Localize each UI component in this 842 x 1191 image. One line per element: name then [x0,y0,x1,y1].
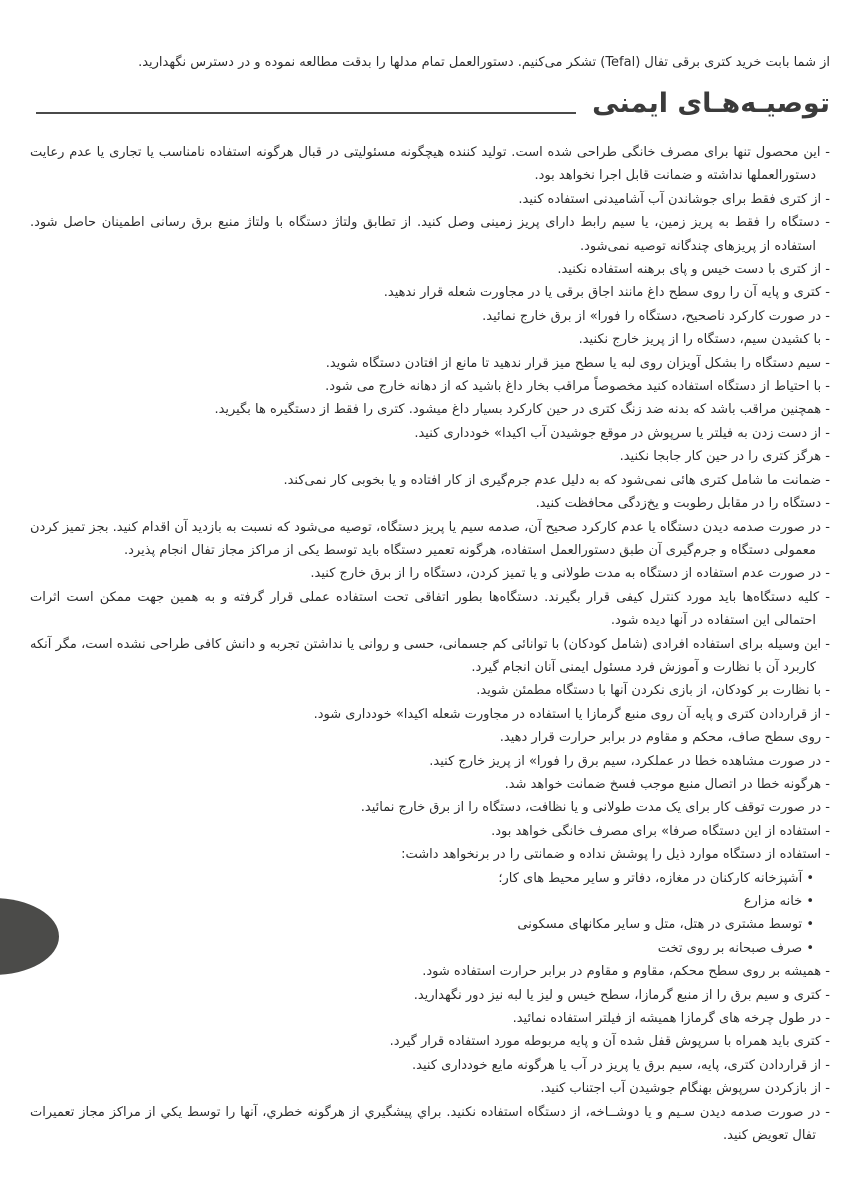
bullet-marker: - [825,215,830,231]
instruction-text: روی سطح صاف، محکم و مقاوم در برابر حرارت قرار دهید. [499,730,822,746]
safety-instruction-item [30,1030,830,1053]
safety-instruction-item [30,352,830,375]
safety-instruction-item [30,1054,830,1077]
safety-instruction-item [30,328,830,351]
bullet-marker: • [806,894,814,909]
bullet-marker: • [806,870,814,886]
instruction-text: از قراردادن کتری، پایه، سیم برق یا پریز در آب یا هرگونه مایع خودداری کنید. [412,1057,822,1073]
bullet-marker: - [825,496,830,512]
bullet-marker: - [825,964,830,980]
instruction-text: هرگز کتری را در حین کار جابجا نکنید. [619,449,822,465]
bullet-marker: - [825,449,830,465]
section-heading [30,87,830,121]
instruction-text: در صورت صدمه دیدن سـیم و یا دوشــاخه، از دستگاه استفاده نکنید. براي پیشگیري از هرگونه خطري، آنها را توسط یکي از مراکز مجاز تعمیرات تفال تعویض کنید. [30,1104,821,1144]
safety-instruction-item [30,773,830,796]
bullet-marker: • [806,917,814,933]
bullet-marker: - [825,145,830,160]
bullet-marker: - [825,730,830,746]
instruction-text: با کشیدن سیم، دستگاه را از پریز خارج نکنید. [578,332,822,348]
instruction-text: با نظارت بر کودکان، از بازی نکردن آنها با دستگاه مطمئن شوید. [476,683,822,699]
bullet-marker: - [825,847,830,863]
safety-instruction-item [30,469,830,492]
safety-instruction-item [30,258,830,281]
safety-instruction-item [30,937,830,960]
safety-instruction-item [30,1007,830,1030]
safety-instruction-item [30,1077,830,1100]
safety-instruction-item [30,141,830,188]
safety-instruction-item [30,703,830,726]
instruction-text: هرگونه خطا در اتصال منبع موجب فسخ ضمانت خواهد شد. [504,776,822,792]
instruction-text: خانه مزارع [743,894,803,909]
bullet-marker: - [825,706,830,722]
instruction-text: دستگاه را در مقابل رطوبت و یخ‌زدگی محافظت کنید. [535,496,822,512]
instruction-text: از بازکردن سرپوش بهنگام جوشیدن آب اجتناب کنید. [540,1081,822,1097]
safety-instruction-item [30,890,830,913]
instruction-text: صرف صبحانه بر روی تخت [657,940,803,956]
instruction-text: با احتیاط از دستگاه استفاده کنید مخصوصاً مراقب بخار داغ باشید که از دهانه خارج می شود. [325,379,822,395]
safety-instruction-item [30,422,830,445]
safety-instruction-item [30,726,830,749]
bullet-marker: - [825,191,830,207]
safety-instruction-item [30,188,830,211]
instruction-text: کتری و سیم برق را از منبع گرمازا، سطح خیس و لیز یا لبه نیز دور نگهدارید. [413,987,822,1003]
bullet-marker: - [825,472,830,488]
bullet-marker: - [825,1081,830,1097]
bullet-marker: - [825,425,830,441]
bullet-marker: - [825,308,830,324]
safety-instruction-item [30,375,830,398]
instruction-text: ضمانت ما شامل کتری هائی نمی‌شود که به دلیل عدم جرم‌گیری از کار افتاده و یا بخوبی کار نمی‌کند. [283,472,822,488]
instruction-text: از قراردادن کتری و پایه آن روی منبع گرمازا یا استفاده در مجاورت شعله اکیدا» خودداری شود. [313,706,822,722]
safety-instruction-item [30,1101,830,1148]
instruction-text: کتری و پایه آن را روی سطح داغ مانند اجاق برقی یا در مجاورت شعله قرار ندهید. [383,285,822,301]
instruction-text: در صورت صدمه دیدن دستگاه یا عدم کارکرد صحیح آن، صدمه سیم یا پریز دستگاه، توصیه می‌شود که نسبت به بازدید آن اقدام کنید. بجز تمیز کردن معمولی دستگاه و جرم‌گیری آن طبق دستورالعمل استفاده، هرگونه تعمیر دستگاه باید توسط یکی از مراکز مجاز تفال انجام پذیرد. [30,519,822,558]
bullet-marker: - [825,566,830,582]
bullet-marker: - [825,285,830,301]
instruction-text: از کتری فقط برای جوشاندن آب آشامیدنی استفاده کنید. [518,191,822,207]
instruction-text: در صورت مشاهده خطا در عملکرد، سیم برق را فورا» از پریز خارج کنید. [429,753,822,769]
safety-instruction-item [30,562,830,585]
instruction-text: سیم دستگاه را بشکل آویزان روی لبه یا سطح میز قرار ندهید تا مانع از افتادن دستگاه شوید. [325,355,822,371]
instruction-text: این محصول تنها برای مصرف خانگی طراحی شده است. تولید کننده هیچگونه مسئولیتی در قبال هرگونه استفاده نامناسب یا تجاری یا عدم رعایت دستورالعملها نداشته و ضمانت قابل اجرا نخواهد بود. [30,145,821,184]
safety-instruction-item [30,492,830,515]
bullet-marker: - [825,1034,830,1050]
bullet-marker: - [825,1104,830,1120]
instruction-text: این وسیله برای استفاده افرادی (شامل کودکان) با توانائی کم جسمانی، حسی و روانی یا نداشتن تجربه و دانش کافی طراحی نشده است، مگر آنکه کاربرد آن با نظارت و آموزش فرد مسئول ایمنی آنان انجام گیرد. [30,636,822,675]
intro-text: از شما بابت خرید کتری برقی تفال (Tefal) تشکر می‌کنیم. دستورالعمل تمام مدلها را بدقت مطالعه نموده و در دسترس نگهدارید. [138,55,830,70]
instruction-text: کتری باید همراه با سرپوش قفل شده آن و پایه مربوطه مورد استفاده قرار گیرد. [389,1034,822,1050]
bullet-marker: - [825,589,830,605]
instruction-text: همیشه بر روی سطح محکم، مقاوم و مقاوم در برابر حرارت استفاده شود. [422,964,822,980]
instruction-text: کلیه دستگاه‌ها باید مورد کنترل کیفی قرار بگیرند. دستگاه‌ها بطور اتفاقی تحت استفاده عملی قرار گرفته و به همین جهت ممکن است اثرات احتمالی این استفاده در آنها دیده شود. [30,589,820,629]
safety-instruction-item [30,281,830,304]
safety-instruction-item [30,211,830,258]
instruction-text: از کتری با دست خیس و پای برهنه استفاده نکنید. [557,262,822,278]
safety-instruction-item [30,398,830,421]
safety-instruction-item [30,633,830,680]
heading-rule-line [36,112,576,114]
instruction-text: در صورت عدم استفاده از دستگاه به مدت طولانی و یا تمیز کردن، دستگاه را از برق خارج کنید. [310,566,822,582]
bullet-marker: • [806,940,814,956]
bullet-marker: - [825,379,830,395]
instruction-text: استفاده از دستگاه موارد ذیل را پوشش نداده و ضمانتی را در برنخواهد داشت: [401,847,822,863]
instruction-text: از دست زدن به فیلتر یا سرپوش در موقع جوشیدن آب اکیدا» خودداری کنید. [414,425,822,441]
safety-instruction-item [30,913,830,936]
bullet-marker: - [825,987,830,1003]
instruction-text: همچنین مراقب باشد که بدنه ضد زنگ کتری در حین کارکرد بسیار داغ میشود. کتری را فقط از دستگیره ها بگیرید. [214,402,822,418]
bullet-marker: - [825,753,830,769]
safety-instruction-item [30,516,830,563]
safety-instruction-item [30,586,830,633]
safety-instructions-list [30,141,830,1147]
bullet-marker: - [825,1011,830,1027]
instruction-text: توسط مشتری در هتل، متل و سایر مکانهای مسکونی [517,917,803,933]
bullet-marker: - [825,262,830,278]
bullet-marker: - [825,1057,830,1073]
safety-instruction-item [30,984,830,1007]
safety-instruction-item [30,445,830,468]
safety-instruction-item [30,750,830,773]
safety-instruction-item [30,679,830,702]
bullet-marker: - [825,519,830,535]
bullet-marker: - [825,355,830,371]
instruction-text: دستگاه را فقط به پریز زمین، یا سیم رابط دارای پریز زمینی وصل کنید. از تطابق ولتاژ دستگاه با ولتاژ منبع برق رسانی اطمینان حاصل شود. استفاده از پریزهای چندگانه توصیه نمی‌شود. [30,215,820,254]
instruction-text: در صورت توقف کار برای یک مدت طولانی و یا نظافت، دستگاه را از برق خارج نمائید. [360,800,822,816]
safety-instruction-item [30,820,830,843]
bullet-marker: - [825,776,830,792]
safety-instruction-item [30,305,830,328]
instruction-text: استفاده از این دستگاه صرفا» برای مصرف خانگی خواهد بود. [491,823,822,839]
safety-instruction-item [30,867,830,890]
instruction-text: در صورت کارکرد ناصحیح، دستگاه را فورا» از برق خارج نمائید. [482,308,822,324]
instruction-text: آشپزخانه کارکنان در مغازه، دفاتر و سایر محیط های کار؛ [498,870,803,886]
safety-instruction-item [30,843,830,866]
bullet-marker: - [825,800,830,816]
safety-instruction-item [30,960,830,983]
bullet-marker: - [825,332,830,348]
bullet-marker: - [825,636,830,652]
bullet-marker: - [825,823,830,839]
page-title: توصیـه‌هـای ایمنی [592,88,830,119]
bullet-marker: - [825,683,830,699]
instruction-text: در طول چرخه های گرمازا همیشه از فیلتر استفاده نمائید. [512,1011,822,1027]
safety-instruction-item [30,796,830,819]
bullet-marker: - [825,402,830,418]
